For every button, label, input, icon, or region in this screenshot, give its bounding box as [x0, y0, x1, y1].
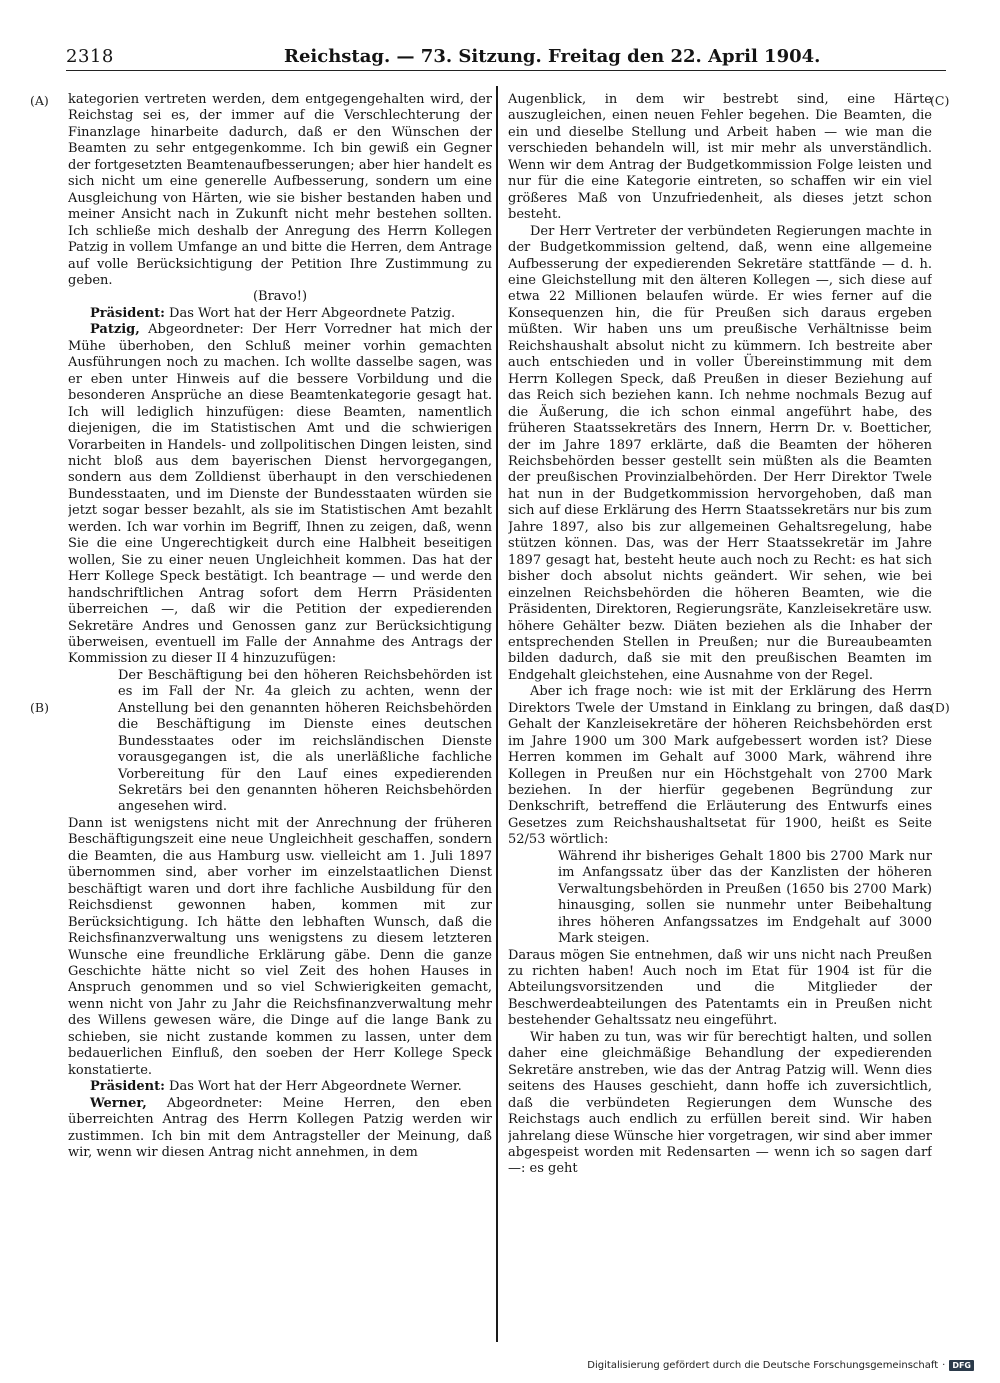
paragraph: kategorien vertreten werden, dem entgegengehalten wird, der Reichstag sei es, der immer auf die Verschlechterung der Finanzlage hinarbeite dadurch, daß er den Wünschen der Beamten zu sehr entgegenkomme. Ich bin gewiß ein Gegner der fortgesetzten Beamtenaufbesserungen; aber hier handelt es sich nicht um eine generelle Aufbesserung, sondern um eine Ausgleichung von Härten, wie sie bisher bestanden haben und meiner Ansicht nach in Zukunft nicht mehr bestehen sollten. Ich schließe mich deshalb der Anregung des Herrn Kollegen Patzig in vollem Umfange an und bitte die Herren, dem Antrage auf volle Berücksichtigung der Petition Ihre Zustimmung zu geben.: [68, 92, 492, 288]
speech-text: Abgeordneter: Der Herr Vorredner hat mich der Mühe überhoben, den Schluß meiner vorhin gemachten Ausführungen noch zu machen. Ich wollte dasselbe sagen, was er eben unter Hinweis auf die bessere Vorbildung und die besonderen Ansprüche an diese Beamtenkategorie gesagt hat. Ich will lediglich hinzufügen: diese Beamten, namentlich diejenigen, die im Statistischen Amt und die schwierigen Vorarbeiten in Handels- und zollpolitischen Dingen leisten, sind nicht bloß aus dem bayerischen Dienst hervorgegangen, sondern aus dem Zolldienst überhaupt in den verschiedenen Bundesstaaten, und im Dienste der Bundesstaaten würden sie jetzt sogar besser bezahlt, als sie im Statistischen Amt bezahlt werden. Ich war vorhin im Begriff, Ihnen zu zeigen, daß, wenn Sie die eine Ungerechtigkeit durch eine Halbheit beseitigen wollen, Sie zu einer neuen Ungleichheit kommen. Das hat der Herr Kollege Speck bestätigt. Ich beantrage — und werde den handschriftlichen Antrag sofort dem Herrn Präsidenten überreichen —, daß wir die Petition der expedierenden Sekretäre Andres und Genossen ganz zur Berücksichtigung überweisen, eventuell im Falle der Annahme des Antrags der Kommission zu dieser II 4 hinzuzufügen:: [68, 322, 492, 667]
quoted-motion: Der Beschäftigung bei den höheren Reichsbehörden ist es im Fall der Nr. 4a gleich zu achten, wenn der Anstellung bei den genannten höheren Reichsbehörden die Beschäftigung im Dienste eines deutschen Bundesstaates oder im reichsländischen Dienste vorausgegangen ist, die als unerläßliche fachliche Vorbereitung für den Lauf eines expedierenden Sekretärs bei den genannten höheren Reichsbehörden angesehen wird.: [118, 667, 492, 815]
paragraph: [68, 1096, 492, 1162]
margin-letter-c: (C): [930, 93, 950, 108]
margin-letter-d: (D): [930, 700, 950, 715]
footer-separator: ·: [942, 1360, 946, 1371]
paragraph: Wir haben zu tun, was wir für berechtigt halten, und sollen daher eine gleichmäßige Behandlung der expedierenden Sekretäre anstreben, wie das der Antrag Patzig will. Wenn dies seitens des Hauses geschieht, dann hoffe ich zuversichtlich, daß die verbündeten Regierungen dem Wunsche des Reichstags auch endlich zu erfüllen bereit sind. Wir haben jahrelang diese Wünsche hier vorgetragen, wir sind aber immer abgespeist worden mit Redensarten — wenn ich so sagen darf —: es geht: [508, 1029, 932, 1177]
paragraph: [68, 322, 492, 668]
margin-letter-a: (A): [30, 93, 49, 108]
interjection: (Bravo!): [252, 289, 308, 305]
quoted-text: Während ihr bisheriges Gehalt 1800 bis 2700 Mark nur im Anfangssatz über das der Kanzlisten der höheren Verwaltungsbehörden in Preußen (1650 bis 2700 Mark) hinausging, sollen sie nunmehr unter Beibehaltung ihres höheren Anfangssatzes im Endgehalt auf 3000 Mark steigen.: [558, 848, 932, 947]
footer-credit: [587, 1360, 974, 1371]
paragraph: Der Herr Vertreter der verbündeten Regierungen machte in der Budgetkommission geltend, daß, wenn eine allgemeine Aufbesserung der expedierenden Sekretäre stattfände — d. h. eine Gleichstellung mit den älteren Kollegen —, sich diese auf etwa 22 Millionen belaufen würde. Er wies ferner auf die Konsequenzen hin, die für Preußen sich daraus ergeben müßten. Wir haben uns um preußische Verhältnisse beim Reichshaushalt absolut nicht zu kümmern. Ich bestreite aber auch entschieden und in voller Übereinstimmung mit dem Herrn Kollegen Speck, daß Preußen in dieser Beziehung auf das Reich sich beziehen kann. Ich nehme nochmals Bezug auf die Äußerung, die ich schon einmal angeführt habe, des früheren Staatssekretärs des Innern, Herrn Dr. v. Boetticher, der im Jahre 1897 erklärte, daß die Beamten der höheren Reichsbehörden besser gestellt sein müßten als die Beamten der preußischen Provinzialbehörden. Der Herr Direktor Twele hat nun in der Budgetkommission hervorgehoben, daß man sich auf diese Erklärung des Herrn Staatssekretärs nur bis zum Jahre 1897, also bis zur allgemeinen Gehaltsregelung, habe stützen können. Das, was der Herr Staatssekretär im Jahre 1897 gesagt hat, besteht heute auch noch zu Recht: es hat sich bisher doch absolut nichts geändert. Wir sehen, wie bei einzelnen Reichsbehörden die höheren Beamten, wie die Präsidenten, Direktoren, Regierungsräte, Kanzleisekretäre usw. höhere Gehälter bezw. Diäten beziehen als die Inhaber der entsprechenden Stellen in Preußen; nur die Bureaubeamten bilden dadurch, daß sie mit den preußischen Beamten im Endgehalt gleichstehen, eine Ausnahme von der Regel.: [508, 223, 932, 683]
paragraph: Augenblick, in dem wir bestrebt sind, eine Härte auszugleichen, einen neuen Fehler begehen. Die Beamten, die ein und dieselbe Stellung und Arbeit haben — wie man die verschieden behandeln will, ist mir mehr als unverständlich. Wenn wir dem Antrag der Budgetkommission Folge leisten und nur für die eine Kategorie eintreten, so schaffen wir ein viel größeres Maß von Unzufriedenheit, als dieses jetzt schon besteht.: [508, 92, 932, 223]
page-number: 2318: [66, 46, 114, 67]
paragraph: [68, 306, 492, 322]
left-column: [68, 92, 492, 1347]
speaker-name: Präsident:: [90, 1079, 165, 1095]
paragraph: [68, 1079, 492, 1095]
speaker-name: Präsident:: [90, 305, 165, 321]
speaker-name: Patzig,: [90, 322, 140, 338]
right-column: [508, 92, 932, 1347]
margin-letter-b: (B): [30, 700, 49, 715]
page-header: [66, 44, 946, 71]
paragraph: Dann ist wenigstens nicht mit der Anrechnung der früheren Beschäftigungszeit eine neue Ungleichheit geschaffen, sondern die Beamten, die aus Hamburg usw. vielleicht am 1. Juli 1897 übernommen sind, aber vorher im einzelstaatlichen Dienst beschäftigt waren und dort ihre fachliche Ausbildung für den Reichsdienst gewonnen haben, kommen mit zur Berücksichtigung. Ich hätte den lebhaften Wunsch, daß die Reichsfinanzverwaltung uns wenigstens zu diesem letzteren Wunsche eine freundliche Erklärung gäbe. Denn die ganze Geschichte hätte nicht so viel Zeit des hohen Hauses in Anspruch genommen und so viel Schwierigkeiten gemacht, wenn nicht von Jahr zu Jahr die Reichsfinanzverwaltung mehr des Willens gewesen wäre, die Dinge auf die lange Bank zu schieben, sie nicht zustande kommen zu lassen, unter dem bedauerlichen Einfluß, den soeben der Herr Kollege Speck konstatierte.: [68, 815, 492, 1078]
dfg-logo-icon: DFG: [949, 1360, 974, 1371]
paragraph: Daraus mögen Sie entnehmen, daß wir uns nicht nach Preußen zu richten haben! Auch noch im Etat für 1904 ist für die Abteilungsvorsitzenden und die Mitglieder der Beschwerdeabteilungen des Patentamts ein in Preußen nicht bestehender Gehaltssatz neu eingeführt.: [508, 947, 932, 1029]
speech-text: Abgeordneter: Meine Herren, den eben überreichten Antrag des Herrn Kollegen Patzig werden wir zustimmen. Ich bin mit dem Antragsteller der Meinung, daß wir, wenn wir diesen Antrag nicht annehmen, in dem: [68, 1095, 492, 1160]
speaker-name: Werner,: [90, 1095, 147, 1111]
paragraph: Aber ich frage noch: wie ist mit der Erklärung des Herrn Direktors Twele der Umstand in Einklang zu bringen, daß das Gehalt der Kanzleisekretäre der höheren Reichsbehörden erst im Jahre 1900 um 300 Mark aufgebessert worden ist? Diese Herren kommen im Gehalt auf 3000 Mark, während ihre Kollegen in Preußen nur ein Höchstgehalt von 2700 Mark beziehen. In der hierfür gegebenen Begründung zur Denkschrift, betreffend die Erläuterung des Entwurfs eines Gesetzes zum Reichshaushaltsetat für 1900, heißt es Seite 52/53 wörtlich:: [508, 684, 932, 848]
speech-text: Das Wort hat der Herr Abgeordnete Werner.: [164, 1079, 462, 1095]
column-divider: [496, 86, 498, 1342]
speech-text: Das Wort hat der Herr Abgeordnete Patzig.: [164, 305, 456, 321]
running-title: Reichstag. — 73. Sitzung. Freitag den 22. April 1904.: [284, 46, 821, 67]
footer-text: Digitalisierung gefördert durch die Deutsche Forschungsgemeinschaft: [587, 1360, 939, 1371]
